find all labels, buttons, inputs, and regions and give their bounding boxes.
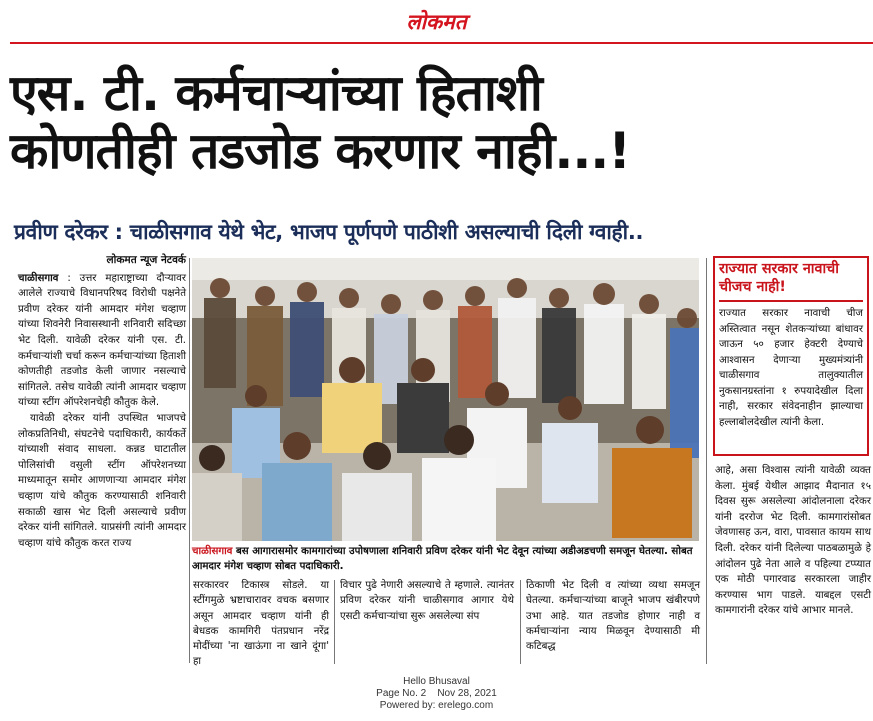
footer-page-date: Page No. 2 Nov 28, 2021 (376, 688, 497, 699)
article-bottom-column-2: विचार पुढे नेणारी असल्याचे ते म्हणाले. त्यानंतर प्रविण दरेकर यांनी चाळीसगाव आगार येथे एसटी कर्मचाऱ्यांचा सुरू असलेल्या संप (340, 580, 514, 622)
sidebar-box (713, 256, 869, 456)
photo-caption (192, 544, 699, 574)
column-divider (334, 580, 335, 664)
column-divider (189, 258, 190, 663)
subheadline: प्रवीण दरेकर : चाळीसगाव येथे भेट, भाजप पूर्णपणे पाठीशी असल्याची दिली ग्वाही.. (14, 220, 644, 244)
article-text-1: : उत्तर महाराष्ट्राच्या दौऱ्यावर आलेले राज्याचे विधानपरिषद विरोधी पक्षनेते प्रवीण दरेकर यांनी आमदार मंगेश चव्हाण यांच्या शिवनेरी निवासस्थानी शनिवारी सदिच्छा भेट दिली. यावेळी दरेकर यांनी एस. टी. कर्मचाऱ्यांशी चर्चा करून कर्मचाऱ्यांच्या हिताशी कोणतीही तडजोड केली जाणार नसल्याचे सांगितले. तसेच यावेळी त्यांनी आमदार चव्हाण यांच्या स्टींग ऑपरेशनचेही कौतुक केले. (18, 272, 186, 409)
sidebar-title: राज्यात सरकार नावाची चीजच नाही! (719, 260, 863, 302)
article-paragraph-2: यावेळी दरेकर यांनी उपस्थित भाजपचे लोकप्रतिनिधी, संघटनेचे पदाधिकारी, कार्यकर्ते यांच्याशी संवाद साधला. कन्नड घाटातील पोलिसांची वसुली स्टींग ऑपरेशनच्या माध्यमातून समोर आणणाऱ्या आमदार मंगेश चव्हाण यांचे कौतुक करण्यासाठी शनिवारी सकाळी खास भेट दिली असल्याचे प्रवीण दरेकर यांनी सांगितले. याप्रसंगी त्यांनी आमदार चव्हाण यांचे कौतुक करत राज्य (18, 412, 186, 549)
column-divider (520, 580, 521, 664)
headline-line-1: एस. टी. कर्मचाऱ्यांच्या हिताशी (10, 64, 542, 122)
column-divider (706, 258, 707, 664)
article-paragraph-1 (18, 271, 186, 411)
newspaper-logo: लोकमत (406, 9, 467, 34)
headline (10, 64, 870, 180)
sidebar-body: राज्यात सरकार नावाची चीज अस्तित्वात नसून शेतकऱ्यांच्या बांधावर जाऊन ५० हजार हेक्टरी देण्याचे आश्वासन देणाऱ्या मुख्यमंत्र्यांनी चाळीसगाव तालुक्यातील नुकसानग्रस्तांना १ रुपयादेखील दिला नाही, सरकार संवेदनाहीन झाल्याचा हल्लाबोलदेखील त्यांनी केला. (719, 308, 863, 428)
dateline-place: चाळीसगाव (18, 272, 59, 284)
article-bottom-column-3: ठिकाणी भेट दिली व त्यांच्या व्यथा समजून घेतल्या. कर्मचाऱ्यांच्या बाजूने भाजप खंबीरपणे उभा आहे. यात तडजोड होणार नाही व कर्मचाऱ्यांना न्याय मिळवून देण्यासाठी मी कटिबद्ध (526, 580, 700, 653)
page-footer (0, 676, 873, 712)
article-right-column: आहे, असा विश्वास त्यांनी यावेळी व्यक्त केला. मुंबई येथील आझाद मैदानात १५ दिवस सुरू असलेल्या आंदोलनाला दरेकर यांनी दररोज भेट दिली. कामगारांसोबत जेवणासह ऊन, वारा, पावसात कायम साथ दिली. दरेकर यांनी दिलेल्या पाठबळामुळे हे आंदोलन पुढे नेता आले व पहिल्या टप्प्यात एक मोठी पगारवाढ सरकारला जाहीर करण्यास भाग पाडले. याबद्दल एसटी कामगारांनी दरेकर यांचे आभार मानले. (715, 465, 871, 617)
caption-location: चाळीसगाव (192, 546, 233, 557)
crowd-photo-illustration (192, 258, 699, 541)
masthead-rule (10, 42, 873, 44)
footer-powered-by: Powered by: erelego.com (379, 700, 494, 711)
article-bottom-column-1: सरकारवर टिकास्त्र सोडले. या स्टींगमुळे भ्रष्टाचारावर वचक बसणार असून आमदार चव्हाण यांनी ही बेधडक कामगिरी पंतप्रधान नरेंद्र मोदींच्या 'ना खाऊंगा ना खाने दूंगा' हा (193, 580, 329, 668)
article-left-column (18, 253, 186, 551)
headline-line-2: कोणतीही तडजोड करणार नाही...! (10, 122, 631, 180)
news-photo (192, 258, 699, 541)
masthead (0, 0, 873, 40)
byline: लोकमत न्यूज नेटवर्क (106, 254, 186, 266)
caption-text: बस आगारासमोर कामगारांच्या उपोषणाला शनिवारी प्रविण दरेकर यांनी भेट देवून त्यांच्या अडीअडचणी समजून घेतल्या. सोबत आमदार मंगेश चव्हाण सोबत पदाधिकारी. (192, 546, 693, 572)
footer-edition: Hello Bhusaval (403, 676, 470, 687)
